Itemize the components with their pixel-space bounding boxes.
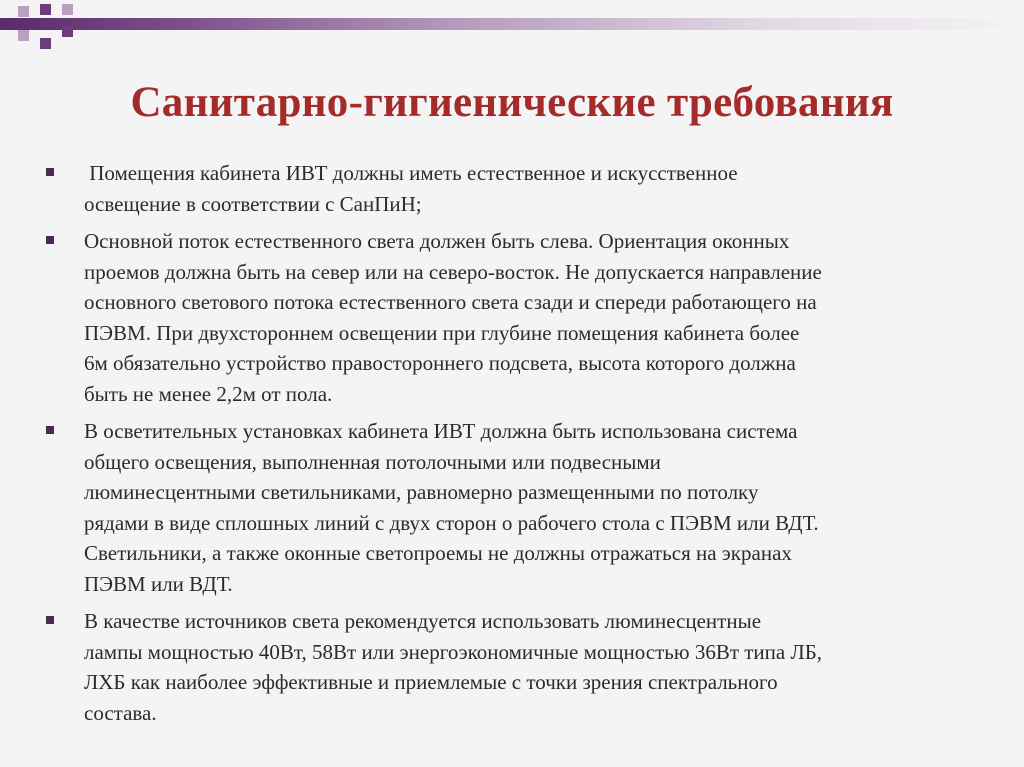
- bullet-item: [84, 226, 1014, 409]
- bullet-line: освещение в соответствии с СанПиН;: [84, 191, 422, 216]
- slide-title: Санитарно-гигиенические требования: [130, 79, 894, 126]
- square-bullet-icon: [46, 426, 54, 434]
- bullet-line: общего освещения, выполненная потолочными или подвесными: [84, 449, 661, 474]
- decor-square: [62, 4, 73, 15]
- bullet-line: лампы мощностью 40Вт, 58Вт или энергоэкономичные мощностью 36Вт типа ЛБ,: [84, 639, 823, 664]
- bullet-line: Помещения кабинета ИВТ должны иметь естественное и искусственное: [84, 161, 738, 185]
- bullet-line: основного светового потока естественного света сзади и спереди работающего на: [84, 290, 817, 314]
- decor-square: [40, 38, 51, 49]
- top-decor-band: [0, 18, 1024, 30]
- bullet-line: люминесцентными светильниками, равномерно размещенными по потолку: [84, 480, 759, 504]
- decor-square: [18, 6, 29, 17]
- bullet-line: состава.: [84, 700, 157, 725]
- decor-square: [18, 30, 29, 41]
- square-bullet-icon: [46, 616, 54, 624]
- bullet-line: рядами в виде сплошных линий с двух сторон о рабочего стола с ПЭВМ или ВДТ.: [84, 510, 819, 535]
- decor-square: [62, 26, 73, 37]
- bullet-line: ПЭВМ. При двухстороннем освещении при глубине помещения кабинета более: [84, 320, 800, 345]
- bullet-line: быть не менее 2,2м от пола.: [84, 381, 333, 406]
- bullet-line: Светильники, а также оконные светопроемы не должны отражаться на экранах: [84, 541, 792, 565]
- bullet-line: В качестве источников света рекомендуется использовать люминесцентные: [84, 609, 762, 633]
- square-bullet-icon: [46, 236, 54, 244]
- bullet-line: ЛХБ как наиболее эффективные и приемлемые с точки зрения спектрального: [84, 670, 778, 694]
- bullet-list: [84, 158, 1014, 735]
- bullet-line: 6м обязательно устройство правостороннего подсвета, высота которого должна: [84, 351, 796, 375]
- bullet-line: проемов должна быть на север или на северо-восток. Не допускается направление: [84, 259, 822, 284]
- bullet-line: В осветительных установках кабинета ИВТ должна быть использована система: [84, 419, 798, 443]
- square-bullet-icon: [46, 168, 54, 176]
- decor-square: [40, 4, 51, 15]
- bullet-item: [84, 606, 1014, 728]
- bullet-line: ПЭВМ или ВДТ.: [84, 571, 233, 596]
- bullet-item: [84, 158, 1014, 219]
- bullet-line: Основной поток естественного света должен быть слева. Ориентация оконных: [84, 229, 790, 253]
- bullet-item: [84, 416, 1014, 599]
